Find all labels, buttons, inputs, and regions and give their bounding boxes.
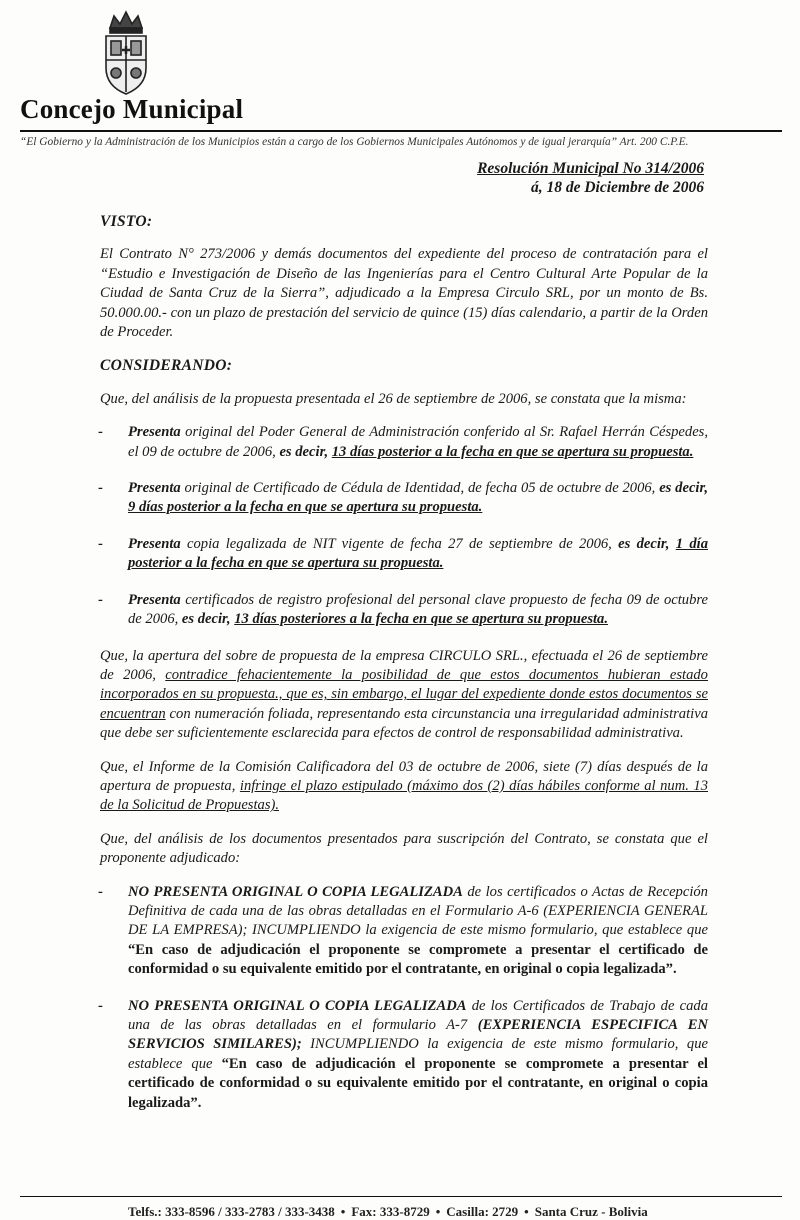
footer-divider bbox=[20, 1196, 782, 1197]
resolution-number: Resolución Municipal No 314/2006 bbox=[477, 160, 704, 177]
list-item bbox=[98, 423, 708, 462]
dash-bullet: - bbox=[98, 883, 103, 900]
dash-bullet: - bbox=[98, 535, 103, 552]
item-quote: “En caso de adjudicación el proponente se compromete a presentar el certificado de conformidad o su equivalente emitido por el contratante, en original o copia legalizada”. bbox=[128, 941, 708, 978]
es-decir-label: es decir, bbox=[659, 480, 709, 497]
considerando-title: CONSIDERANDO: bbox=[100, 357, 233, 375]
item-quote: “En caso de adjudicación el proponente se compromete a presentar el certificado de conformidad o su equivalente emitido por el contratante, en original o copia legalizada”. bbox=[128, 1055, 708, 1111]
apertura-start: Que, la apertura del sobre de propuesta de la empresa CIRCULO SRL., efectuada el 26 de septiembre de 2006, bbox=[100, 647, 708, 683]
item-text: de los Certificados de Trabajo de cada una de las obras detalladas en el formulario A-7 bbox=[128, 997, 708, 1033]
informe-paragraph bbox=[100, 758, 708, 816]
item-emphasis: 13 días posterior a la fecha en que se apertura su propuesta. bbox=[331, 443, 694, 460]
presenta-label: Presenta bbox=[128, 591, 181, 608]
no-presenta-list bbox=[100, 883, 708, 1113]
apertura-end: con numeración foliada, representando esta circunstancia una irregularidad administrativa que debe ser suficientemente esclarecida para efectos de control de responsabilidad administrativa. bbox=[100, 705, 708, 742]
es-decir-label: es decir, bbox=[279, 443, 329, 460]
list-item bbox=[98, 997, 708, 1113]
contrato-paragraph: Que, del análisis de los documentos presentados para suscripción del Contrato, se constata que el proponente adjudicado: bbox=[100, 830, 708, 867]
es-decir-label: es decir, bbox=[618, 535, 670, 552]
dash-bullet: - bbox=[98, 997, 103, 1014]
document-body bbox=[100, 212, 708, 1130]
footer-phones: Telfs.: 333-8596 / 333-2783 / 333-3438 bbox=[128, 1204, 335, 1219]
informe-start: Que, el Informe de la Comisión Calificadora del 03 de octubre de 2006, siete (7) días después de la apertura de propuesta, bbox=[100, 758, 708, 794]
list-item bbox=[98, 535, 708, 574]
no-presenta-label: NO PRESENTA ORIGINAL O COPIA LEGALIZADA bbox=[128, 883, 463, 900]
no-presenta-label: NO PRESENTA ORIGINAL O COPIA LEGALIZADA bbox=[128, 997, 467, 1014]
resolution-date: á, 18 de Diciembre de 2006 bbox=[530, 179, 704, 196]
visto-title: VISTO: bbox=[100, 213, 153, 230]
item-text: original de Certificado de Cédula de Identidad, de fecha 05 de octubre de 2006, bbox=[184, 480, 656, 497]
presenta-list bbox=[100, 423, 708, 629]
item-emphasis: 9 días posterior a la fecha en que se apertura su propuesta. bbox=[128, 499, 483, 516]
dash-bullet: - bbox=[98, 480, 103, 497]
item-text: copia legalizada de NIT vigente de fecha 27 de septiembre de 2006, bbox=[187, 535, 612, 552]
footer-city: Santa Cruz - Bolivia bbox=[534, 1204, 648, 1219]
item-text: original del Poder General de Administración conferido al Sr. Rafael Herrán Céspedes, el 09 de octubre de 2006, bbox=[128, 424, 708, 460]
presenta-label: Presenta bbox=[128, 535, 181, 552]
motto: “El Gobierno y la Administración de los Municipios están a cargo de los Gobiernos Municipales Autónomos y de igual jerarquía” Art. 200 C.P.E. bbox=[20, 136, 689, 148]
footer-contact: Telfs.: 333-8596 / 333-2783 / 333-3438 • Fax: 333-8729 • Casilla: 2729 • Santa Cruz - Bolivia bbox=[128, 1204, 648, 1219]
item-emphasis: 1 día posterior a la fecha en que se apertura su propuesta. bbox=[128, 535, 708, 572]
footer-fax: Fax: 333-8729 bbox=[351, 1204, 430, 1219]
es-decir-label: es decir, bbox=[181, 611, 231, 628]
item-emphasis: 13 días posteriores a la fecha en que se apertura su propuesta. bbox=[234, 611, 608, 628]
informe-underlined: infringe el plazo estipulado (máximo dos (2) días hábiles conforme al num. 13 de la Solicitud de Propuestas). bbox=[100, 777, 708, 814]
organization-name: Concejo Municipal bbox=[20, 94, 244, 124]
list-item bbox=[98, 591, 708, 630]
item-text-2: INCUMPLIENDO la exigencia de este mismo formulario, que establece que bbox=[128, 1036, 708, 1072]
dash-bullet: - bbox=[98, 424, 103, 441]
presenta-label: Presenta bbox=[128, 424, 181, 441]
footer-casilla: Casilla: 2729 bbox=[446, 1204, 519, 1219]
header-divider bbox=[20, 130, 782, 132]
dash-bullet: - bbox=[98, 591, 103, 608]
coat-of-arms-icon bbox=[98, 10, 154, 96]
list-item bbox=[98, 883, 708, 980]
item-text: certificados de registro profesional del personal clave propuesto de fecha 09 de octubre de 2006, bbox=[128, 591, 708, 628]
apertura-paragraph bbox=[100, 647, 708, 744]
considerando-intro: Que, del análisis de la propuesta presentada el 26 de septiembre de 2006, se constata que la misma: bbox=[100, 390, 687, 407]
presenta-label: Presenta bbox=[128, 480, 181, 497]
apertura-underlined: contradice fehacientemente la posibilidad de que estos documentos hubieran estado incorporados en su propuesta., que es, sin embargo, el lugar del expediente donde estos documentos se encuentran bbox=[100, 666, 708, 722]
visto-paragraph: El Contrato N° 273/2006 y demás documentos del expediente del proceso de contratación para el “Estudio e Investigación de Diseño de las Ingenierías para el Centro Cultural Arte Popular de la Ciudad de Santa Cruz de la Sierra”, adjudicado a la Empresa Circulo SRL, por un monto de Bs. 50.000.00.- con un plazo de prestación del servicio de quince (15) días calendario, a partir de la Orden de Proceder. bbox=[100, 246, 708, 341]
item-bold-mid: (EXPERIENCIA ESPECIFICA EN SERVICIOS SIMILARES); bbox=[128, 1017, 708, 1053]
list-item bbox=[98, 479, 709, 518]
item-text: de los certificados o Actas de Recepción Definitiva de cada una de las obras detalladas en el Formulario A-6 (EXPERIENCIA GENERAL DE LA EMPRESA); INCUMPLIENDO la exigencia de este mismo formulario, que establece que bbox=[128, 883, 708, 939]
